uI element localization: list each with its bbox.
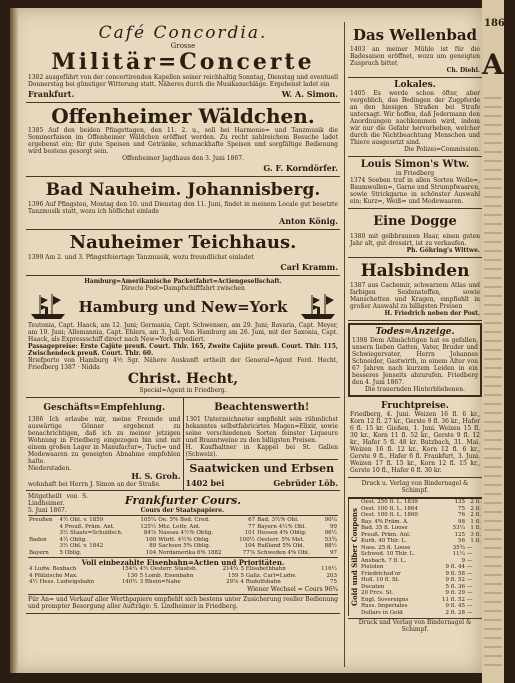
- eisenbahn-row-cell: 130: [127, 572, 138, 579]
- hapag-body: Teutonia, Capt. Haack, am 12. Juni; Germania, Capt. Schwensen, am 29. Juni; Bavaria, Capt. Meyer, am 19. Juni; Allemannia, Capt. Ehlers, am 3. Juli. Von Hamburg am 26. Juni, mit der Saxonia, Capt. Haack, als Expressschiff direct nach New=York erpediert.: [28, 322, 338, 343]
- gold-row-cell: —: [466, 583, 473, 590]
- gold-row-cell: 9 fl. 52: [445, 577, 465, 583]
- gold-row-cell: Schwed. 10 Thlr. L.: [361, 551, 416, 557]
- eisenbahn-row-cell: 5 Lomb. Eisenbahn: [139, 572, 194, 579]
- gold-row-cell: 75: [457, 505, 465, 512]
- gold-row-cell: Ducaten: [361, 583, 385, 590]
- gold-row-cell: 2 fl. 28: [445, 609, 465, 616]
- cours-row-cell: 88½: [324, 543, 337, 549]
- eisenbahn-table: [28, 566, 338, 586]
- gold-row-cell: 9: [461, 557, 465, 564]
- gold-row-cell: 9 fl. 29: [445, 590, 465, 596]
- gold-row-cell: 2 fl.: [470, 505, 481, 512]
- gold-row-cell: 135: [454, 499, 465, 505]
- schmidt-title: Louis Simon's Wtw.: [360, 159, 470, 170]
- cours-row-cell: Rußland 5% Obl.: [257, 543, 305, 549]
- beachtenswert-body: 1301 Unterzeichneter empfiehlt sein rühmlichst bekanntes selbstfabricirtes Magen=Elixir, sowie seine verschiedenen Sorten feinster Liqueure und Branntweine zu den billigsten Preisen.: [185, 416, 338, 444]
- cours-row-cell: Württ. 4½% Oblig.: [158, 536, 211, 543]
- gold-row-cell: —: [466, 544, 473, 551]
- eisenbahn-row-cell: 154¼: [121, 566, 138, 572]
- cours-row-cell: Bad. 3½% Obl.: [257, 517, 299, 523]
- offenheimer-body: 1385 Auf den beiden Pfingsttagen, den 11. 2. u., soll bei Harmonie= und Tanzmusik die Sommerfaison im Offenheimer Wäldchen eröffnet werden. Zu recht zahlreichem Besuche ladet ergebenst ein; für gute Speisen und Getränke, schmackhafte Speisen und sorgfältige Bedienung wird bestens gesorgt sein.: [28, 127, 338, 155]
- gold-row-cell: Nass. 25 fl. Loose: [361, 544, 411, 551]
- gold-row-cell: —: [466, 590, 473, 596]
- eisenbahn-row-cell: 116½: [321, 566, 337, 572]
- cours-row-cell: Bayern: [29, 549, 49, 556]
- saatwicken-title: Saatwicken und Erbsen: [189, 462, 335, 475]
- newspaper-page: [10, 8, 482, 673]
- eisenbahn-row-cell: 5 Galiz. Carl=Ludw.: [240, 572, 297, 579]
- nauheim-body: 1396 Auf Pfingsten, Montag den 10. und Dienstag den 11. Juni, findet in meinem Locale gut besetzte Tanzmusik statt, wozu ich höflichst einlade: [28, 201, 338, 215]
- gold-row-cell: —: [466, 551, 473, 557]
- adjacent-page-edge: [482, 0, 515, 683]
- cours-row: [28, 517, 338, 524]
- gold-row-cell: 76: [457, 512, 465, 518]
- wellenbad-title: Das Wellenbad: [352, 26, 478, 44]
- wellenbad-ad: [348, 22, 482, 78]
- cours-row-cell: 77: [248, 523, 256, 530]
- todes-signature: Die trauernden Hinterbliebenen.: [364, 386, 465, 393]
- cours-row-cell: 125½: [140, 523, 157, 530]
- eisenbahn-row-cell: 203: [326, 572, 337, 579]
- dogge-title: Eine Dogge: [373, 214, 457, 229]
- right-subcolumn: [183, 398, 341, 490]
- gold-row-cell: 56: [457, 538, 465, 544]
- gold-row-cell: 98: [457, 518, 465, 525]
- halsbinden-body: 1387 aus Cachemir, schwarzem Atlas und farbigen Seidenstoffen, sowie Manschetten und Kragen, empfiehlt in großer Auswahl zu billigsten Preisen: [350, 282, 480, 310]
- cours-date: 5. Juni 1867.: [28, 507, 67, 514]
- gold-row-cell: Russ. Imperiales: [361, 603, 408, 609]
- cours-row-cell: Nassau 4½% Oblig.: [158, 530, 214, 536]
- nauheim-ad: [26, 177, 340, 230]
- gold-row-cell: 1 fl.: [470, 525, 481, 531]
- cours-row-cell: Oesterr. 5% Met.: [257, 536, 305, 543]
- lokales-title: Lokales.: [394, 80, 436, 90]
- halsbinden-title: Halsbinden: [360, 261, 470, 281]
- gold-label: Gold und Silber Coupons: [348, 499, 360, 616]
- nauheim-signature: Anton König.: [278, 216, 338, 226]
- gold-row-cell: Bad. 35 fl. Loose: [361, 525, 408, 531]
- eisenbahn-row-cell: 5 Elisabethbahn: [240, 566, 286, 572]
- wechsel-cours: Wiener Wechsel = Cours 96¾: [247, 585, 338, 593]
- hapag-footer: Briefporto von Hamburg 4½ Sgr. Nähere Auskunft ertheilt der General=Agent Ferd. Hecht, Friedberg 1387 · Nidda: [28, 357, 338, 371]
- cours-row-cell: Mtz. Lottr. Anl.: [158, 523, 201, 530]
- cours-row-cell: Baden: [29, 536, 47, 543]
- gold-row: [360, 610, 482, 617]
- cours-row-cell: 97: [330, 549, 337, 556]
- schmidt-body: 1374 Soeben traf in allen Sorten Wolle=, Baumwollen=, Garne und Strumpfwaaren, sowie Strickgarne in schönster Auswahl ein; Kurz=, Weiß= und Modewaaren.: [350, 177, 480, 205]
- eisenbahn-row-cell: 29⅞: [226, 579, 239, 585]
- cafe-grosse: Grosse: [170, 42, 196, 50]
- cours-row: [28, 530, 338, 537]
- teichhaus-signature: Carl Kramm.: [280, 262, 338, 272]
- todes-body: 1398 Dem Allmächtigen hat es gefallen, unsern lieben Gatten, Vater, Bruder und Schwiegervater, Herrn Johannes Schneider, Gastwirth, in einem Alter von 67 Jahren nach kurzem Leiden in ein besseres Jenseits abzurufen. Friedberg den 4. Juni 1867.: [352, 337, 478, 386]
- gold-row-cell: 9 fl. 44: [445, 564, 465, 570]
- hapag-fares: Passagepreise: Erste Cajüte preuß. Court. Thlr. 165, Zweite Cajüte preuß. Court. Thlr. 115, Zwischendeck preuß. Court. Thlr. 60.: [28, 343, 338, 357]
- eisenbahn-row-cell: 159: [227, 572, 239, 579]
- eisenbahn-row-cell: 4½ Oesterr. Staatsb.: [139, 566, 198, 572]
- gold-row-cell: 20 Frcs. St.: [361, 590, 394, 596]
- cours-row-cell: Nordamerika 6% 1882: [158, 549, 222, 556]
- eisenbahn-row-cell: 214¾: [222, 566, 239, 572]
- frucht-title: Fruchtpreise.: [381, 401, 449, 411]
- cafe-concordia-ad: [26, 22, 340, 103]
- gold-row-cell: 125: [454, 531, 465, 538]
- cours-row-cell: 4½ Oblig.: [59, 536, 87, 543]
- geschaeft-place: Niederstaden.: [28, 465, 72, 472]
- gold-row-cell: Pistolen: [361, 564, 384, 570]
- geschaeft-title: Geschäfts=Empfehlung.: [43, 403, 166, 413]
- todes-title: Todes=Anzeige.: [375, 327, 455, 337]
- gold-silber-table: [348, 499, 482, 616]
- wellenbad-body: 1403 an meiner Mühle ist für die Badesaison eröffnet, wozu um geneigten Zuspruch bittet: [350, 46, 480, 67]
- cours-table: [28, 517, 338, 556]
- gold-row-cell: —: [466, 557, 473, 564]
- gold-row-cell: 5 fl. 36: [445, 583, 465, 590]
- fruchtpreise: [348, 399, 482, 478]
- hapag-subtitle: Directe Post=Dampfschifffahrt zwischen: [121, 285, 245, 292]
- eisenbahn-row-cell: 75: [330, 579, 337, 585]
- nauheim-title: Bad Nauheim. Johannisberg.: [45, 180, 321, 200]
- cours-row-cell: 67: [248, 517, 256, 523]
- lokales-body: 1405 Es werde schon öfter, aber vergeblich, das Bedingen der Zugpferde an den hiesigen Straßen bei Strafe untersagt. Wir hoffen, daß Jedermann den Anordnungen nachkommen wird, indem wir nur die Gefahr hervorheben, welcher durch die Nichtbeachtung Menschen und Thiere ausgesetzt sind.: [350, 90, 480, 146]
- gold-row-cell: —: [466, 564, 473, 570]
- gold-row-cell: Oest. 100 fl. L. 1864: [361, 505, 418, 512]
- two-column-ads: [26, 398, 340, 491]
- todes-anzeige: [348, 323, 482, 397]
- frankfurter-cours: [26, 491, 340, 614]
- gold-row-cell: 35¾: [452, 544, 465, 551]
- right-column: [344, 22, 482, 667]
- gold-row-cell: Ansbach. 7 fl. L.: [361, 557, 407, 564]
- dogge-body: 1380 mit gelbbraunen Haar, einen guten Jahr alt, gut dressirt, ist zu verkaufen.: [350, 233, 480, 247]
- hecht-name: Christ. Hecht,: [127, 371, 239, 387]
- cours-row-cell: 99: [330, 523, 337, 530]
- cours-title: Frankfurter Cours.: [124, 493, 242, 507]
- cours-row: [28, 543, 338, 550]
- lokales-signature: Die Polizei=Commission.: [403, 146, 480, 153]
- next-page-year: 1867.: [484, 18, 515, 29]
- cours-row-cell: 105¼: [140, 517, 157, 523]
- left-column: [26, 22, 340, 667]
- gold-row-cell: Holl. 10 fl. St.: [361, 577, 400, 583]
- gold-row-cell: 2 fl.: [470, 499, 481, 505]
- eisenbahn-row-cell: 140½: [121, 579, 138, 585]
- gold-row-cell: Oest. 100 fl. L. 1860: [361, 512, 418, 518]
- cafe-headline: Militär=Concerte: [51, 49, 315, 75]
- cours-row-cell: 100½: [239, 536, 256, 543]
- beachtenswert-title: Beachtenswerth!: [214, 402, 310, 413]
- offenheimer-date: Offenheimer Jagdhaus den 3. Juni 1867.: [122, 155, 244, 162]
- schmidt-ad: [348, 157, 482, 209]
- gold-row-cell: —: [466, 603, 473, 609]
- cours-row-cell: 104: [244, 543, 256, 549]
- cafe-body: 1302 ausgeführt von der concertirenden Kapellen seiner reichhaltig Sonntag, Dienstag und eventuell Donnerstag bei günstiger Witterung statt. Näheres durch die Musikanschläge. Ergebenst ladet ein: [28, 74, 338, 88]
- cafe-title: Café Concordia.: [98, 23, 268, 43]
- cours-row-cell: 84⅞: [143, 530, 157, 536]
- cours-row-cell: 4 Preuß. Präm. Ant.: [59, 523, 115, 530]
- gold-row-cell: 1 fl.: [470, 538, 481, 544]
- gold-row-cell: Friedrichsd'or: [361, 570, 401, 577]
- gold-row-cell: Oest. 250 fl. L. 1839: [361, 499, 418, 505]
- gold-row-cell: 53¼: [452, 525, 465, 531]
- gold-row-cell: —: [466, 609, 473, 616]
- cours-row-cell: Hessen 4% Oblig.: [257, 530, 307, 536]
- offenheimer-ad: [26, 103, 340, 177]
- ship-icon-right: [298, 292, 338, 322]
- gold-row-cell: Preuß. Präm. Anl.: [361, 531, 411, 538]
- gold-row-cell: Dollars in Gold: [361, 609, 403, 616]
- cours-row-cell: 101: [244, 530, 256, 536]
- cours-row-cell: Preußen: [29, 517, 53, 523]
- cours-subtitle: Cours der Staatspapiere.: [140, 507, 225, 514]
- gold-table: [360, 499, 482, 616]
- geschaeft-ad: [26, 398, 183, 490]
- gold-row-cell: 3 fl.: [470, 531, 481, 538]
- cafe-place: Frankfurt.: [28, 89, 75, 99]
- gold-row-cell: Kurh. 40 Thlr. L.: [361, 538, 407, 544]
- cours-row-cell: Schweden 4% Obl.: [257, 549, 310, 556]
- gold-row-cell: 11 fl. 52: [442, 596, 465, 603]
- gold-row-cell: 2 fl.: [470, 512, 481, 518]
- lokales-ad: [348, 78, 482, 157]
- cours-row-cell: Oe. 5% Bod. Cred.: [158, 517, 210, 523]
- cours-row: [28, 550, 338, 557]
- cours-footer-title: Voll einbezahlte Eisenbahn=Actien und Prioritäten.: [81, 558, 285, 567]
- dogge-ad: [348, 209, 482, 258]
- saatwicken-num: 1402 bei: [185, 478, 225, 488]
- binding-gutter: [10, 8, 18, 673]
- gold-row-cell: Bay. 4% Präm. A.: [361, 518, 409, 525]
- offenheimer-signature: G. F. Korndörfer.: [263, 163, 338, 173]
- cours-row-cell: 3½ Obl. v. 1842: [59, 543, 104, 549]
- geschaeft-body: 1386 Ich erlaube mir, meine Freunde und auswärtige Gönner ergebenst zu benachrichtigen, daß ich zu meiner jetzigen Wohnung in Friedberg eingezogen bin und mit einem großen Lager in Manufactur=, Tuch= und Modewaaren zu geneigten Abnahme empfohlen halte.: [28, 416, 181, 465]
- cours-row-cell: 77⅞: [242, 549, 256, 556]
- gold-row-cell: Engl. Sovereigns: [361, 596, 409, 603]
- hapag-route: Hamburg und New=York: [78, 298, 288, 316]
- eisenbahn-row-cell: 4 Pfälzische Max.: [29, 572, 78, 579]
- ship-icon-left: [28, 292, 68, 322]
- saatwicken-signature: Gebrüder Löb.: [273, 478, 338, 488]
- cours-disclaimer: Für An= und Verkauf aller Werthpapiere empfiehlt sich bestens unter Zusicherung reeller Bedienung und prompter Besorgung aller Aufträge: S. Lindheimer in Friedberg.: [28, 595, 338, 610]
- eisenbahn-row-cell: 4½ Hess. Ludwigsbahn: [29, 579, 95, 585]
- cours-agent: Mitgetheilt von S. Lindheimer.: [28, 493, 88, 507]
- cours-row-cell: 5 Oblig.: [59, 549, 82, 556]
- cours-row-cell: 53¾: [324, 536, 337, 543]
- teichhaus-title: Nauheimer Teichhaus.: [69, 232, 297, 253]
- cours-row-cell: 100: [145, 536, 157, 543]
- next-page-initial: A: [482, 48, 504, 81]
- hecht-role: Special=Agent in Friedberg.: [139, 387, 227, 394]
- eisenbahn-row-cell: 3 Rhein=Nahe: [139, 579, 181, 585]
- eisenbahn-row-cell: 4 Ludw. Bexbach: [29, 566, 77, 572]
- druck-line2: Druck und Verlag von Bindernagel & Schimpf.: [348, 618, 482, 633]
- hapag-company: Hamburg=Amerikanische Packetfahrt=Actiengesellschaft.: [84, 278, 282, 285]
- teichhaus-body: 1399 Am 2. und 3. Pfingstfeiertage Tanzmusik, wozu freundlichst einladet: [28, 254, 254, 261]
- teichhaus-ad: [26, 230, 340, 276]
- gold-row-cell: 9 fl. 58: [445, 570, 465, 577]
- gold-row-cell: 1 fl.: [470, 518, 481, 525]
- hapag-ad: [26, 276, 340, 398]
- offenheimer-title: Offenheimer Wäldchen.: [51, 104, 315, 128]
- cours-row-cell: 96½: [324, 530, 337, 536]
- druck-line1: Druck u. Verlag von Bindernagel & Schimpf.: [361, 480, 469, 494]
- eisenbahn-row-cell: 4 Rudolfsbahn: [240, 579, 281, 585]
- cours-row-cell: 4½ Obl. v. 1859: [59, 517, 104, 523]
- beachtenswert-signature: H. Kaufhaltner in Kappel bei St. Gallen (Schweiz).: [185, 444, 338, 458]
- dogge-signature: Ph. Göhring's Wittwe.: [406, 247, 480, 254]
- cours-row-cell: 90¼: [324, 517, 337, 523]
- gold-row-cell: —: [466, 596, 473, 603]
- cours-row-cell: 104: [145, 549, 157, 556]
- schmidt-subtitle: in Friedberg: [395, 170, 435, 177]
- wellenbad-signature: Ch. Diehl.: [446, 67, 480, 74]
- cours-row-cell: 89: [149, 543, 157, 549]
- geschaeft-street: wohnhaft bei Herrn J. Simon an der Straße.: [28, 481, 161, 488]
- cours-row-cell: Bayern 4½% Obl.: [257, 523, 307, 530]
- gold-row-cell: —: [466, 577, 473, 583]
- cours-row-cell: Sachsen 5% Oblig.: [158, 543, 211, 549]
- gold-row-cell: —: [466, 570, 473, 577]
- geschaeft-signature: H. S. Groh.: [131, 471, 181, 481]
- druck-info: [348, 478, 482, 499]
- gold-row-cell: 9 fl. 45: [445, 603, 465, 609]
- halsbinden-signature: H. Friedrich neben der Post.: [384, 310, 480, 317]
- cafe-signature: W. A. Simon.: [281, 89, 338, 99]
- frucht-body: Friedberg, 4. Juni. Weizen 16 fl. 6 kr., Korn 12 fl. 27 kr., Gerste 9 fl. 36 kr., Hafer 6 fl. 15 kr. Gießen, 1. Juni. Weizen 15 fl. 30 kr., Korn 11 fl. 52 kr., Gerste 9 fl. 12 kr., Hafer 5 fl. 48 kr. Butzbach, 31. Mai. Weizen 16 fl. 12 kr., Korn 12 fl. 6 kr., Gerste 9 fl., Hafer 6 fl. Frankfurt, 3. Juni. Weizen 17 fl. 15 kr., Korn 12 fl. 15 kr., Gerste 10 fl., Hafer 6 fl. 30 kr.: [350, 411, 480, 474]
- halsbinden-ad: [348, 258, 482, 321]
- cours-row-cell: 3½ Staats=Schuldsch.: [59, 530, 123, 536]
- gold-row-cell: 11¼: [452, 551, 465, 557]
